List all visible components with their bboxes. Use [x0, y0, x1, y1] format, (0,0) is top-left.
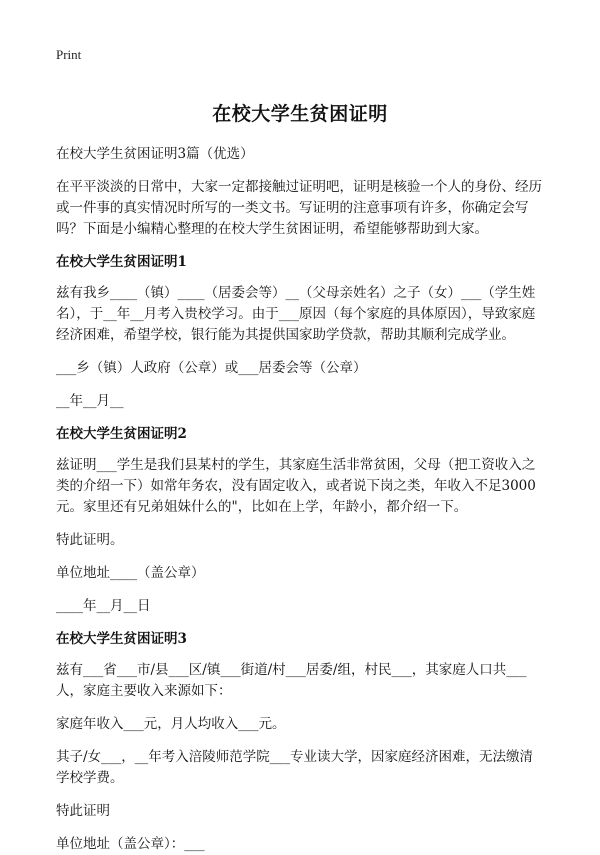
section-heading-3: 在校大学生贫困证明3: [56, 631, 187, 647]
page-title: 在校大学生贫困证明: [212, 103, 388, 125]
section-heading-2: 在校大学生贫困证明2: [56, 426, 187, 442]
section-3-paragraph: 家庭年收入___元，月人均收入___元。: [56, 716, 286, 732]
intro-paragraph: 在平平淡淡的日常中，大家一定都接触过证明吧，证明是核验一个人的身份、经历或一件事的真实情况时所写的一类文书。写证明的注意事项有许多，你确定会写吗？下面是小编精心整理的在校大学生贫困证明，希望能够帮助到大家。: [56, 179, 542, 237]
section-heading-1: 在校大学生贫困证明1: [56, 254, 187, 270]
section-1-paragraph: ___乡（镇）人政府（公章）或___居委会等（公章）: [56, 360, 367, 376]
print-link[interactable]: Print: [56, 47, 82, 62]
section-2-paragraph: 特此证明。: [56, 532, 124, 548]
section-3-paragraph: 单位地址（盖公章）：___: [56, 836, 205, 852]
section-1-paragraph: __年__月__: [56, 393, 124, 409]
section-2-paragraph: ____年__月__日: [56, 598, 151, 614]
section-3-paragraph: 特此证明: [56, 803, 110, 819]
section-3-paragraph: 兹有___省___市/县___区/镇___街道/村___居委/组，村民___，其家庭人口共___人，家庭主要收入来源如下：: [56, 662, 527, 699]
section-3-paragraph: 其子/女___，__年考入涪陵师范学院___专业读大学，因家庭经济困难，无法缴清学校学费。: [56, 749, 534, 786]
section-2-paragraph: 兹证明___学生是我们县某村的学生，其家庭生活非常贫困，父母（把工资收入之类的介绍一下）如常年务农，没有固定收入，或者说下岗之类，年收入不足3000元。家里还有兄弟姐妹什么的"，比如在上学，年龄小，都介绍一下。: [56, 457, 536, 515]
section-1-paragraph: 兹有我乡____（镇）____（居委会等）__（父母亲姓名）之子（女）___（学生姓名），于__年__月考入贵校学习。由于___原因（每个家庭的具体原因），导致家庭经济困难，希望学校，银行能为其提供国家助学贷款，帮助其顺利完成学业。: [56, 285, 536, 343]
section-2-paragraph: 单位地址____（盖公章）: [56, 565, 205, 581]
document-subtitle: 在校大学生贫困证明3篇（优选）: [56, 146, 254, 162]
